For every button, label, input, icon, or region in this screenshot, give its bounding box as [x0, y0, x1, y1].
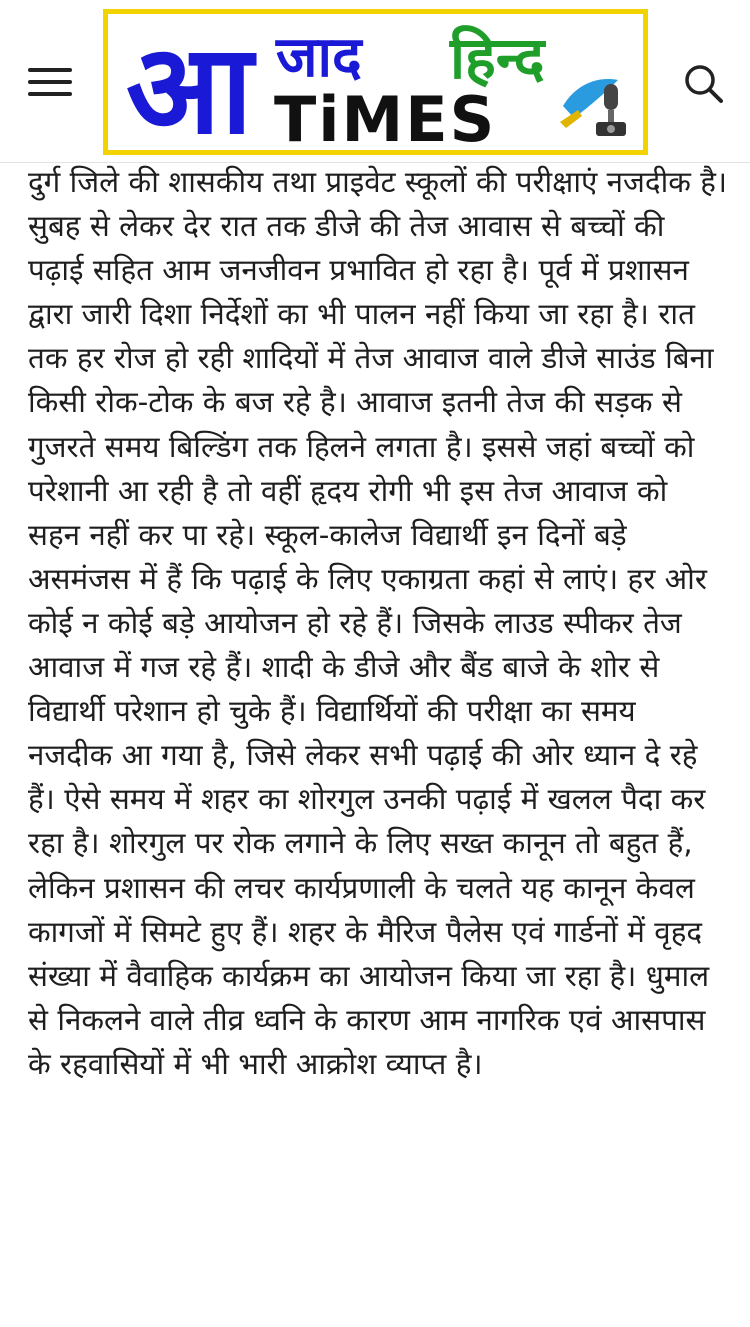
site-header	[0, 0, 750, 163]
search-icon[interactable]	[682, 62, 726, 106]
menu-bar	[28, 80, 72, 84]
logo-text-jaad: जाद	[276, 25, 362, 90]
menu-bar	[28, 92, 72, 96]
logo-text-times: TiMES	[274, 83, 497, 150]
hamburger-menu-icon[interactable]	[28, 64, 74, 100]
logo-text-hind: हिन्द	[450, 24, 545, 92]
logo-artwork	[108, 14, 643, 150]
logo-text-aa: आ	[126, 18, 253, 150]
site-logo[interactable]	[103, 9, 648, 155]
article-body: दुर्ग जिले की शासकीय तथा प्राइवेट स्कूलों की परीक्षाएं नजदीक है। सुबह से लेकर देर रात तक डीजे की तेज आवास से बच्चों की पढ़ाई सहित आम जनजीवन प्रभावित हो रहा है। पूर्व में प्रशासन द्वारा जारी दिशा निर्देशों का भी पालन नहीं किया जा रहा है। रात तक हर रोज हो रही शादियों में तेज आवाज वाले डीजे साउंड बिना किसी रोक-टोक के बज रहे है। आवाज इतनी तेज की सड़क से गुजरते समय बिल्डिंग तक हिलने लगता है। इससे जहां बच्चों को परेशानी आ रही है तो वहीं हृदय रोगी भी इस तेज आवाज को सहन नहीं कर पा रहे। स्कूल-कालेज विद्यार्थी इन दिनों बड़े असमंजस में हैं कि पढ़ाई के लिए एकाग्रता कहां से लाएं। हर ओर कोई न कोई बड़े आयोजन हो रहे हैं। जिसके लाउड स्पीकर तेज आवाज में गज रहे हैं। शादी के डीजे और बैंड बाजे के शोर से विद्यार्थी परेशान हो चुके हैं। विद्यार्थियों की परीक्षा का समय नजदीक आ गया है, जिसे लेकर सभी पढ़ाई की ओर ध्यान दे रहे हैं। ऐसे समय में शहर का शोरगुल उनकी पढ़ाई में खलल पैदा कर रहा है। शोरगुल पर रोक लगाने के लिए सख्त कानून तो बहुत हैं, लेकिन प्रशासन की लचर कार्यप्रणाली के चलते यह कानून केवल कागजों में सिमटे हुए हैं। शहर के मैरिज पैलेस एवं गार्डनों में वृहद संख्या में वैवाहिक कार्यक्रम का आयोजन किया जा रहा है। धुमाल से निकलने वाले तीव्र ध्वनि के कारण आम नागरिक एवं आसपास के रहवासियों में भी भारी आक्रोश व्याप्त है।	[28, 165, 728, 1081]
search-glyph	[682, 62, 726, 106]
menu-bar	[28, 68, 72, 72]
